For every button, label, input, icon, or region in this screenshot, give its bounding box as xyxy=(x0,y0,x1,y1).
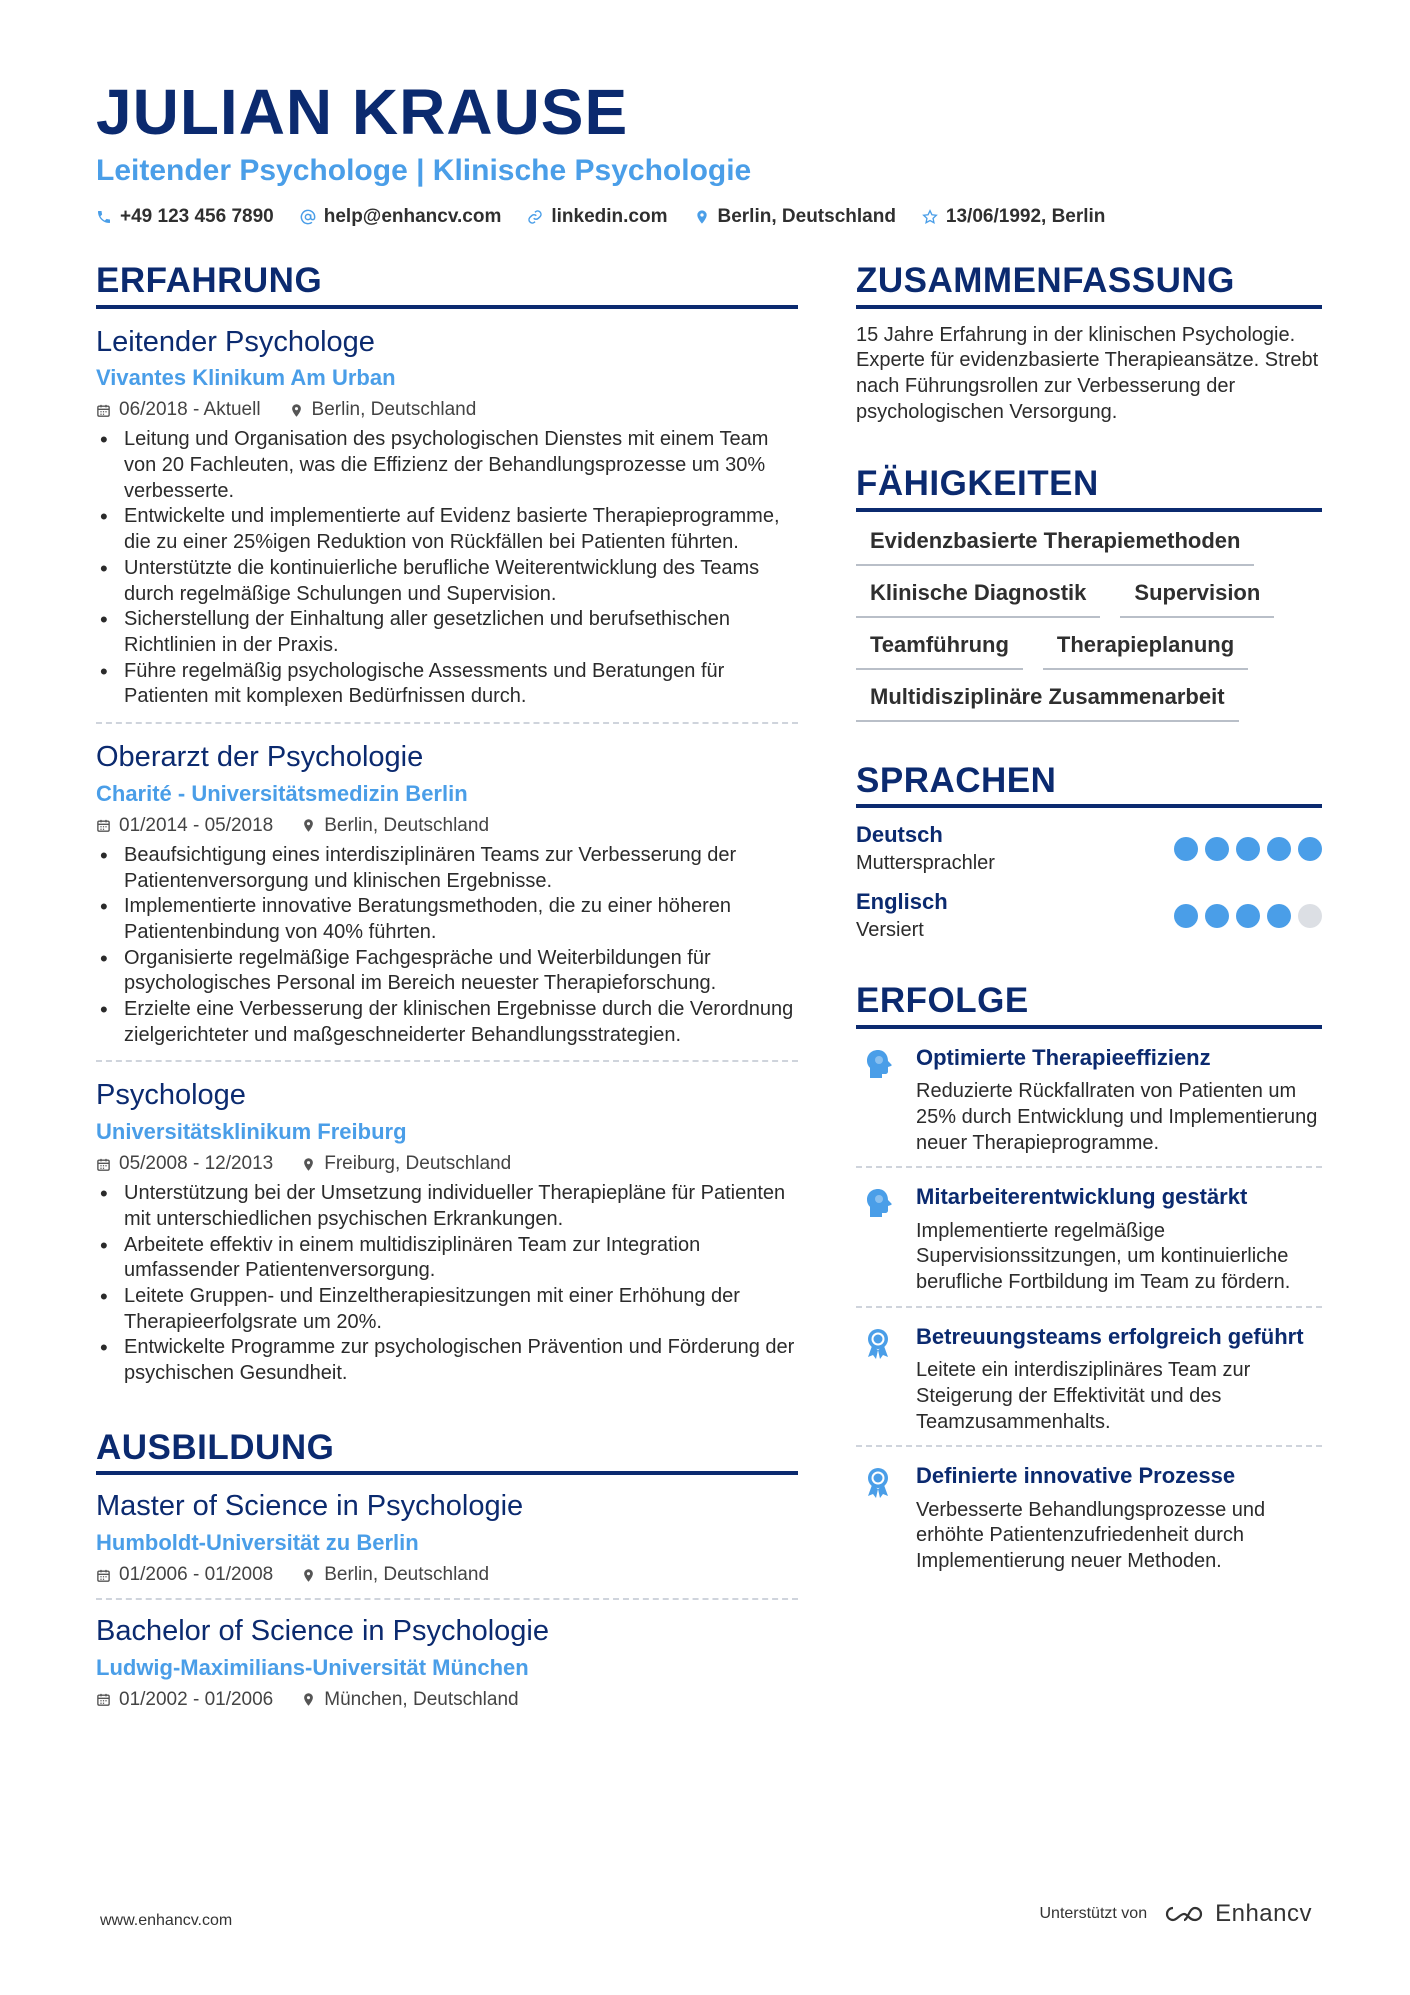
skill-tag: Therapieplanung xyxy=(1043,632,1248,670)
achievement-icon-wrap xyxy=(856,1184,900,1296)
location-text: Berlin, Deutschland xyxy=(324,814,490,836)
proficiency-dot-filled xyxy=(1205,904,1229,928)
location-text: Berlin, Deutschland xyxy=(717,206,896,227)
location xyxy=(301,1689,518,1711)
language-level: Muttersprachler xyxy=(856,852,995,875)
date-location-row xyxy=(96,1689,798,1711)
degree-title: Bachelor of Science in Psychologie xyxy=(96,1615,549,1648)
education-entry xyxy=(96,1475,798,1600)
skills-heading: FÄHIGKEITEN xyxy=(856,465,1322,512)
footer-powered-by: Unterstützt von xyxy=(1039,1905,1148,1922)
language-info xyxy=(856,889,948,942)
date-text: 05/2008 - 12/2013 xyxy=(119,1153,274,1175)
date-text: 01/2014 - 05/2018 xyxy=(119,814,274,836)
education-list xyxy=(96,1475,798,1723)
language-row xyxy=(856,808,1322,875)
job-title: Oberarzt der Psychologie xyxy=(96,741,424,774)
achievement-description: Verbesserte Behandlungsprozesse und erhöhte Patientenzufriedenheit durch Implementierung neuer Methoden. xyxy=(916,1498,1266,1573)
date-location-row xyxy=(96,1564,798,1586)
experience-list xyxy=(96,309,798,1399)
bullet-item: • Leitete Gruppen- und Einzeltherapiesitzungen mit einer Erhöhung der Therapieerfolgsrate um 20%. xyxy=(96,1284,798,1335)
company-name: Charité - Universitätsmedizin Berlin xyxy=(96,780,468,806)
languages-heading: SPRACHEN xyxy=(856,762,1322,809)
skill-tag: Klinische Diagnostik xyxy=(856,580,1100,618)
language-info xyxy=(856,822,995,875)
achievement-bullets xyxy=(96,843,798,1049)
date-text: 01/2002 - 01/2006 xyxy=(119,1688,274,1710)
head-icon xyxy=(861,1047,895,1081)
achievement-icon-wrap xyxy=(856,1324,900,1436)
calendar-icon xyxy=(96,1157,111,1172)
enhancv-logo[interactable] xyxy=(1161,1900,1312,1928)
skill-tag: Supervision xyxy=(1120,580,1274,618)
skill-tag: Teamführung xyxy=(856,632,1023,670)
brand-name: Enhancv xyxy=(1215,1900,1312,1927)
achievement-title: Definierte innovative Prozesse xyxy=(916,1463,1236,1489)
bullet-item: • Erzielte eine Verbesserung der klinischen Ergebnisse durch die Verordnung zielgerichteter und maßgeschneiderter Behandlungsstrategien. xyxy=(96,997,798,1048)
bullet-item: • Sicherstellung der Einhaltung aller gesetzlichen und berufsethischen Richtlinien in der Praxis. xyxy=(96,607,798,658)
achievement-body xyxy=(916,1324,1322,1436)
contact-linkedin[interactable] xyxy=(527,206,667,228)
right-column xyxy=(856,262,1322,1585)
contact-bar xyxy=(96,206,1105,228)
achievement-entry xyxy=(856,1308,1322,1448)
achievement-body xyxy=(916,1045,1322,1157)
bullet-item: • Unterstützung bei der Umsetzung individueller Therapiepläne für Patienten mit unterschiedlichen psychischen Erkrankungen. xyxy=(96,1181,798,1232)
location-text: Berlin, Deutschland xyxy=(311,399,477,421)
location-pin-icon xyxy=(301,1157,316,1172)
date-range xyxy=(96,1153,273,1175)
calendar-icon xyxy=(96,1692,111,1707)
bullet-item: • Führe regelmäßig psychologische Assessments und Beratungen für Patienten mit komplexen Bedürfnissen durch. xyxy=(96,659,798,710)
location xyxy=(301,815,489,837)
candidate-title: Leitender Psychologe | Klinische Psychologie xyxy=(96,154,752,187)
bullet-item: • Arbeitete effektiv in einem multidisziplinären Team zur Integration umfassender Patientenversorgung. xyxy=(96,1233,798,1284)
date-location-row xyxy=(96,399,798,421)
bullet-item: • Leitung und Organisation des psychologischen Dienstes mit einem Team von 20 Fachleuten, was die Effizienz der Behandlungsprozesse um 30% verbesserte. xyxy=(96,427,798,504)
summary-heading: ZUSAMMENFASSUNG xyxy=(856,262,1322,309)
contact-phone[interactable] xyxy=(96,206,274,228)
achievement-entry xyxy=(856,1029,1322,1169)
job-entry xyxy=(96,724,798,1062)
candidate-name: JULIAN KRAUSE xyxy=(96,76,629,148)
date-range xyxy=(96,1689,273,1711)
left-column xyxy=(96,262,798,1723)
company-name: Vivantes Klinikum Am Urban xyxy=(96,365,396,391)
footer-branding xyxy=(1039,1900,1312,1928)
at-icon xyxy=(300,209,316,225)
proficiency-dot-filled xyxy=(1174,837,1198,861)
head-icon xyxy=(861,1186,895,1220)
achievement-bullets xyxy=(96,1181,798,1387)
phone-text: +49 123 456 7890 xyxy=(120,206,274,227)
location xyxy=(301,1564,489,1586)
location xyxy=(301,1153,511,1175)
link-icon xyxy=(527,209,543,225)
proficiency-dot-filled xyxy=(1267,837,1291,861)
job-title: Psychologe xyxy=(96,1079,246,1112)
achievement-title: Optimierte Therapieeffizienz xyxy=(916,1044,1211,1070)
proficiency-dot-filled xyxy=(1236,837,1260,861)
footer-website[interactable]: www.enhancv.com xyxy=(100,1912,233,1929)
achievements-list xyxy=(856,1029,1322,1585)
experience-heading: ERFAHRUNG xyxy=(96,262,798,309)
proficiency-dots xyxy=(1174,837,1322,861)
date-range xyxy=(96,815,273,837)
skill-tag: Evidenzbasierte Therapiemethoden xyxy=(856,528,1254,566)
date-location-row xyxy=(96,815,798,837)
bullet-item: • Implementierte innovative Beratungsmethoden, die zu einer höheren Patientenbindung von 40% führten. xyxy=(96,894,798,945)
award-icon xyxy=(861,1465,895,1499)
location-text: München, Deutschland xyxy=(324,1688,519,1710)
date-range xyxy=(96,1564,273,1586)
achievement-body xyxy=(916,1463,1322,1575)
job-title: Leitender Psychologe xyxy=(96,325,375,358)
language-name: Englisch xyxy=(856,889,948,915)
proficiency-dot-filled xyxy=(1205,837,1229,861)
achievement-entry xyxy=(856,1447,1322,1585)
award-icon xyxy=(861,1326,895,1360)
date-range xyxy=(96,399,261,421)
proficiency-dot-filled xyxy=(1298,837,1322,861)
language-name: Deutsch xyxy=(856,822,943,848)
skill-tag: Multidisziplinäre Zusammenarbeit xyxy=(856,684,1239,722)
achievement-body xyxy=(916,1184,1322,1296)
education-entry xyxy=(96,1600,798,1723)
phone-icon xyxy=(96,209,112,225)
infinity-logo-icon xyxy=(1161,1902,1207,1926)
date-location-row xyxy=(96,1153,798,1175)
school-name: Ludwig-Maximilians-Universität München xyxy=(96,1654,529,1680)
contact-location xyxy=(694,206,896,228)
achievement-description: Reduzierte Rückfallraten von Patienten um 25% durch Entwicklung und Implementierung neuer Therapieprogramme. xyxy=(916,1080,1318,1154)
location-text: Freiburg, Deutschland xyxy=(324,1153,512,1175)
bullet-item: • Unterstützte die kontinuierliche berufliche Weiterentwicklung des Teams durch regelmäßige Schulungen und Supervision. xyxy=(96,556,798,607)
job-entry xyxy=(96,309,798,725)
achievement-title: Betreuungsteams erfolgreich geführt xyxy=(916,1323,1304,1349)
location-pin-icon xyxy=(289,403,304,418)
linkedin-text: linkedin.com xyxy=(551,206,668,227)
location xyxy=(289,399,477,421)
proficiency-dot-filled xyxy=(1236,904,1260,928)
calendar-icon xyxy=(96,403,111,418)
job-entry xyxy=(96,1062,798,1398)
bullet-item: • Entwickelte und implementierte auf Evidenz basierte Therapieprogramme, die zu einer 25%igen Reduktion von Rückfällen bei Patienten führten. xyxy=(96,504,798,555)
location-pin-icon xyxy=(301,1692,316,1707)
contact-email[interactable] xyxy=(300,206,502,228)
email-text: help@enhancv.com xyxy=(323,206,502,227)
achievement-title: Mitarbeiterentwicklung gestärkt xyxy=(916,1184,1248,1210)
achievements-heading: ERFOLGE xyxy=(856,982,1322,1029)
proficiency-dot-filled xyxy=(1267,904,1291,928)
achievement-description: Leitete ein interdisziplinäres Team zur Steigerung der Effektivität und des Teamzusammenhalts. xyxy=(916,1359,1251,1433)
achievement-icon-wrap xyxy=(856,1463,900,1575)
bullet-item: • Organisierte regelmäßige Fachgespräche und Weiterbildungen für psychologisches Personal im Bereich neuester Therapieforschung. xyxy=(96,946,798,997)
bullet-item: • Beaufsichtigung eines interdisziplinären Teams zur Verbesserung der Patientenversorgung und klinischen Ergebnisse. xyxy=(96,843,798,894)
languages-list xyxy=(856,808,1322,942)
location-pin-icon xyxy=(301,1568,316,1583)
location-text: Berlin, Deutschland xyxy=(324,1564,490,1586)
achievement-bullets xyxy=(96,427,798,710)
proficiency-dot-filled xyxy=(1174,904,1198,928)
date-text: 01/2006 - 01/2008 xyxy=(119,1564,274,1586)
location-pin-icon xyxy=(301,818,316,833)
achievement-description: Implementierte regelmäßige Supervisionssitzungen, um kontinuierliche berufliche Fortbildung im Team zu fördern. xyxy=(916,1219,1291,1294)
skills-list xyxy=(856,528,1322,722)
language-level: Versiert xyxy=(856,919,924,942)
birth-text: 13/06/1992, Berlin xyxy=(945,206,1106,227)
star-icon xyxy=(922,209,938,225)
company-name: Universitätsklinikum Freiburg xyxy=(96,1119,407,1145)
school-name: Humboldt-Universität zu Berlin xyxy=(96,1530,419,1556)
achievement-icon-wrap xyxy=(856,1045,900,1157)
location-pin-icon xyxy=(694,209,710,225)
degree-title: Master of Science in Psychologie xyxy=(96,1490,524,1523)
contact-birth xyxy=(922,206,1106,228)
proficiency-dots xyxy=(1174,904,1322,928)
calendar-icon xyxy=(96,818,111,833)
summary-text: 15 Jahre Erfahrung in der klinischen Psychologie. Experte für evidenzbasierte Therapieansätze. Strebt nach Führungsrollen zur Verbesserung der psychologischen Versorgung. xyxy=(856,323,1319,423)
language-row xyxy=(856,875,1322,942)
education-heading: AUSBILDUNG xyxy=(96,1429,798,1476)
bullet-item: • Entwickelte Programme zur psychologischen Prävention und Förderung der psychischen Gesundheit. xyxy=(96,1335,798,1386)
calendar-icon xyxy=(96,1568,111,1583)
date-text: 06/2018 - Aktuell xyxy=(119,399,261,421)
achievement-entry xyxy=(856,1168,1322,1308)
proficiency-dot-empty xyxy=(1298,904,1322,928)
